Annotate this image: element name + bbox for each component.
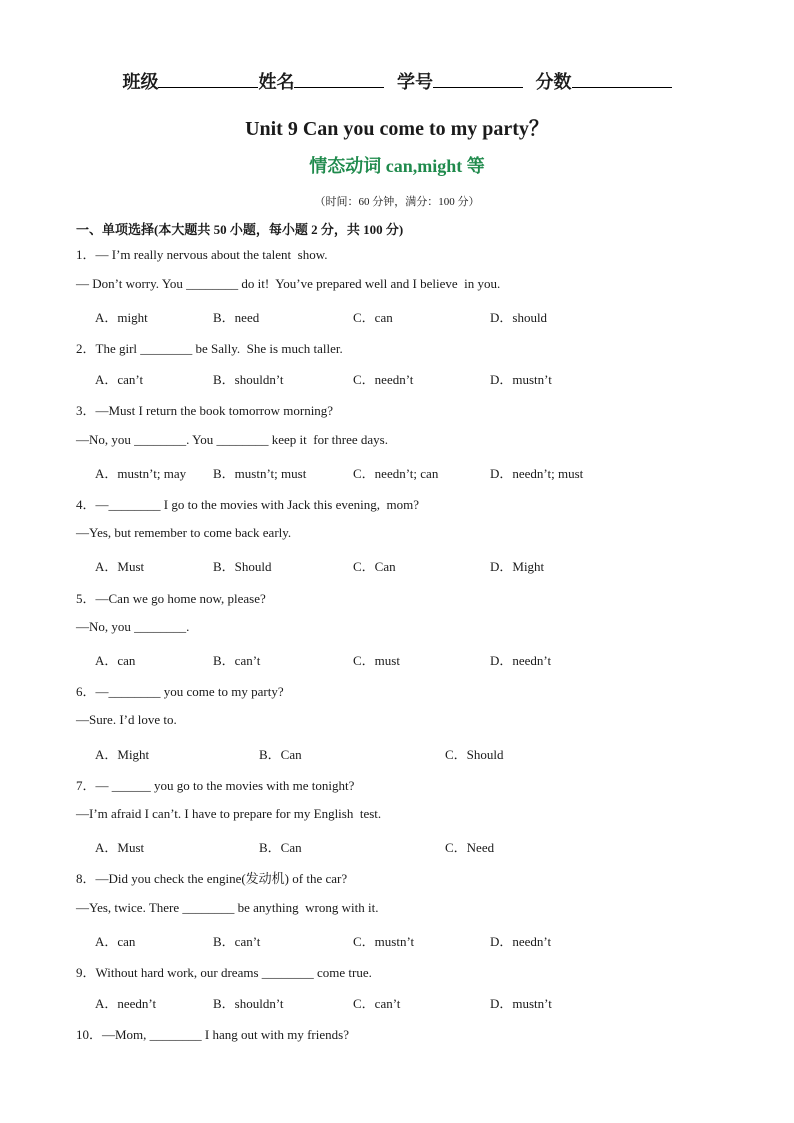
question-8-option-d: D．needn’t [490, 934, 552, 949]
question-3-option-d: D．needn’t; must [490, 466, 584, 481]
number-label: 学号 [397, 72, 433, 93]
name-label: 姓名 [258, 72, 295, 93]
question-5-option-a: A．can [95, 653, 136, 668]
question-7-stem: 7．— ______ you go to the movies with me tonight? [76, 778, 355, 793]
question-1-option-d: D．should [490, 310, 548, 325]
question-5-option-d: D．needn’t [490, 653, 552, 668]
question-2-option-d: D．mustn’t [490, 372, 552, 387]
question-3-option-c: C．needn’t; can [353, 466, 439, 481]
question-8-option-c: C．mustn’t [353, 934, 415, 949]
question-4-option-a: A．Must [95, 559, 145, 574]
question-4-stem: 4．—________ I go to the movies with Jack this evening, mom? [76, 497, 420, 512]
question-2-option-b: B．shouldn’t [213, 372, 284, 387]
question-7-option-b: B．Can [259, 840, 302, 855]
question-7-option-a: A．Must [95, 840, 145, 855]
question-2-option-c: C．needn’t [353, 372, 414, 387]
question-1-stem: 1．— I’m really nervous about the talent show. [76, 247, 328, 262]
question-5-response: —No, you ________. [76, 619, 190, 634]
question-4-option-b: B．Should [213, 559, 272, 574]
question-1-response: — Don’t worry. You ________ do it! You’ve prepared well and I believe in you. [76, 276, 501, 291]
question-9-option-a: A．needn’t [95, 996, 157, 1011]
question-5-option-c: C．must [353, 653, 400, 668]
question-1-option-a: A．might [95, 310, 148, 325]
question-5-stem: 5．—Can we go home now, please? [76, 591, 266, 606]
number-blank [433, 71, 523, 88]
question-8-option-a: A．can [95, 934, 136, 949]
question-6-stem: 6．—________ you come to my party? [76, 684, 284, 699]
question-4-option-d: D．Might [490, 559, 545, 574]
section-heading: 一、单项选择(本大题共 50 小题，每小题 2 分，共 100 分) [76, 222, 404, 237]
score-label: 分数 [535, 72, 572, 93]
question-8-option-b: B．can’t [213, 934, 261, 949]
question-4-response: —Yes, but remember to come back early. [76, 525, 292, 540]
question-6-option-a: A．Might [95, 747, 150, 762]
question-9-stem: 9．Without hard work, our dreams ________ come true. [76, 965, 372, 980]
topic-subtitle: 情态动词 can,might 等 [309, 156, 485, 176]
question-6-option-c: C．Should [445, 747, 504, 762]
question-2-stem: 2．The girl ________ be Sally. She is much taller. [76, 341, 343, 356]
question-5-option-b: B．can’t [213, 653, 261, 668]
name-blank [294, 71, 384, 88]
question-9-option-c: C．can’t [353, 996, 401, 1011]
question-6-option-b: B．Can [259, 747, 302, 762]
question-4-option-c: C．Can [353, 559, 396, 574]
question-2-option-a: A．can’t [95, 372, 144, 387]
class-blank [158, 71, 258, 88]
question-6-response: —Sure. I’d love to. [76, 712, 177, 727]
question-3-option-a: A．mustn’t; may [95, 466, 187, 481]
question-3-option-b: B．mustn’t; must [213, 466, 307, 481]
class-label: 班级 [122, 72, 159, 93]
question-7-option-c: C．Need [445, 840, 495, 855]
question-1-option-b: B．need [213, 310, 260, 325]
question-3-stem: 3．—Must I return the book tomorrow morning? [76, 403, 334, 418]
question-3-response: —No, you ________. You ________ keep it for three days. [76, 432, 388, 447]
score-blank [572, 71, 672, 88]
question-9-option-d: D．mustn’t [490, 996, 552, 1011]
time-note: （时间：60 分钟，满分：100 分） [314, 196, 480, 208]
unit-title: Unit 9 Can you come to my party？ [245, 118, 549, 140]
question-9-option-b: B．shouldn’t [213, 996, 284, 1011]
student-info-line [0, 68, 794, 94]
question-10-stem: 10．—Mom, ________ I hang out with my friends? [76, 1027, 349, 1042]
question-8-response: —Yes, twice. There ________ be anything wrong with it. [76, 900, 379, 915]
question-1-option-c: C．can [353, 310, 393, 325]
question-7-response: —I’m afraid I can’t. I have to prepare for my English test. [76, 806, 382, 821]
question-8-stem: 8．—Did you check the engine(发动机) of the car? [76, 871, 348, 886]
